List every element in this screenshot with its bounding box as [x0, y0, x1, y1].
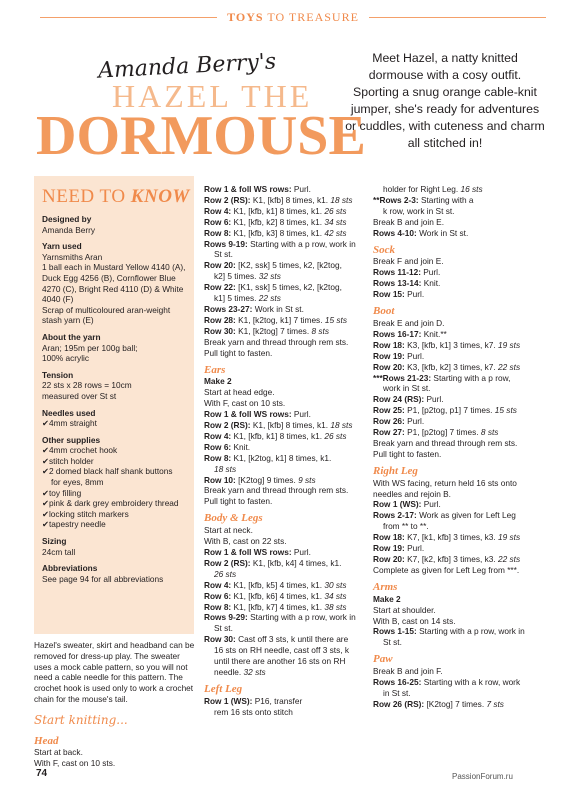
- text-line: 100% acrylic: [42, 353, 90, 364]
- text-line: k row, work in St st.: [383, 205, 455, 216]
- pattern-row: Row 20: [K2, ssk] 5 times, k2, [k2tog,: [204, 260, 342, 271]
- pattern-row: Row 22: [K1, ssk] 5 times, k2, [k2tog,: [204, 282, 342, 293]
- pattern-row: ***Rows 21-23: Starting with a p row,: [373, 372, 511, 383]
- text-line: Break E and join D.: [373, 317, 445, 328]
- check-icon: ✔ stitch holder: [42, 456, 186, 467]
- text-line: 16 sts on RH needle, cast off 3 sts, k: [214, 645, 349, 656]
- pattern-row: Row 2 (RS): K1, [kfb, k4] 4 times, k1.: [204, 557, 342, 568]
- check-icon: ✔ 4mm crochet hook: [42, 445, 186, 456]
- head-line: Start at back.: [34, 747, 83, 758]
- pattern-row: Rows 11-12: Purl.: [373, 267, 441, 278]
- pattern-row: Row 6: K1, [kfb, k2] 8 times, k1. 34 sts: [204, 216, 347, 227]
- text-line: Break yarn and thread through rem sts.: [204, 485, 349, 496]
- text-line: work in St st.: [383, 383, 431, 394]
- abbreviations-section: [42, 563, 186, 584]
- sizing-section: [42, 536, 186, 557]
- pattern-row: Row 1 & foll WS rows: Purl.: [204, 409, 311, 420]
- column-3-pattern: [373, 184, 541, 710]
- text-line: With F, cast on 10 sts.: [204, 398, 286, 409]
- text-line: With WS facing, return held 16 sts onto: [373, 477, 517, 488]
- text-line: Aran; 195m per 100g ball;: [42, 342, 138, 353]
- left-leg-heading: Left Leg: [204, 682, 243, 695]
- pattern-row: Row 1 (WS): P16, transfer: [204, 695, 303, 706]
- pattern-row: Rows 9-19: Starting with a p row, work in: [204, 238, 356, 249]
- text-line: 22 sts x 28 rows = 10cm: [42, 380, 132, 391]
- text-line: stash yarn (E): [42, 315, 94, 326]
- right-leg-heading: Right Leg: [373, 464, 418, 477]
- watermark: PassionForum.ru: [452, 772, 513, 781]
- pattern-row: Row 8: K1, [k2tog, k1] 8 times, k1.: [204, 452, 332, 463]
- text-line: Sizing: [42, 536, 67, 547]
- text-line: 4040 (F): [42, 294, 74, 305]
- text-line: Abbreviations: [42, 563, 98, 574]
- text-line: in St st.: [383, 687, 411, 698]
- yarn-used-section: [42, 241, 186, 326]
- check-icon: ✔ 2 domed black half shank buttons: [42, 466, 186, 477]
- text-line: St st.: [214, 249, 233, 260]
- head-heading: Head: [34, 734, 59, 747]
- text-line: With B, cast on 22 sts.: [204, 536, 287, 547]
- text-line: About the yarn: [42, 331, 101, 342]
- pattern-row: Rows 13-14: Knit.: [373, 278, 441, 289]
- pattern-row: Rows 23-27: Work in St st.: [204, 303, 304, 314]
- text-line: Break B and join E.: [373, 216, 445, 227]
- text-line: Pull tight to fasten.: [373, 448, 442, 459]
- text-line: Yarn used: [42, 241, 82, 252]
- pattern-row: Row 28: K1, [k2tog, k1] 7 times. 15 sts: [204, 314, 347, 325]
- text-line: St st.: [214, 623, 233, 634]
- needles-section: [42, 408, 186, 429]
- pattern-row: Row 19: Purl.: [373, 543, 425, 554]
- text-line: Break yarn and thread through rem sts.: [204, 336, 349, 347]
- text-line: 4270 (C), Bright Red 4110 (D) & White: [42, 283, 184, 294]
- text-line: Make 2: [204, 376, 232, 387]
- text-line: Break F and join E.: [373, 256, 444, 267]
- pattern-row: Row 30: Cast off 3 sts, k until there are: [204, 634, 349, 645]
- author-script: Amanda Berry's: [97, 49, 277, 84]
- pattern-row: Row 18: K7, [k1, kfb] 3 times, k3. 19 sts: [373, 532, 521, 543]
- text-line: Break yarn and thread through rem sts.: [373, 437, 518, 448]
- ears-heading: Ears: [204, 363, 226, 376]
- pattern-row: Row 1 & foll WS rows: Purl.: [204, 547, 311, 557]
- text-line: Start at neck.: [204, 525, 253, 536]
- check-icon: ✔ pink & dark grey embroidery thread: [42, 498, 186, 509]
- text-line: Needles used: [42, 407, 96, 418]
- text-line: With B, cast on 14 sts.: [373, 615, 456, 626]
- text-line: rem 16 sts onto stitch: [214, 706, 293, 717]
- text-line: Pull tight to fasten.: [204, 496, 273, 507]
- text-line: for eyes, 8mm: [51, 477, 104, 488]
- check-icon: ✔ tapestry needle: [42, 519, 186, 530]
- text-line: Break B and join F.: [373, 666, 443, 677]
- text-line: 26 sts: [214, 568, 237, 579]
- text-line: measured over St st: [42, 390, 117, 401]
- text-line: 18 sts: [214, 463, 237, 474]
- column-2-pattern: [204, 184, 366, 718]
- title-line-1: HAZEL THE: [112, 78, 313, 114]
- about-yarn-section: [42, 332, 186, 364]
- pattern-row: Row 2 (RS): K1, [kfb] 8 times, k1. 18 sts: [204, 194, 353, 205]
- pattern-row: Row 6: K1, [kfb, k6] 4 times, k1. 34 sts: [204, 590, 347, 601]
- pattern-row: Row 24 (RS): Purl.: [373, 394, 444, 405]
- text-line: St st.: [383, 637, 402, 648]
- text-line: Start at head edge.: [204, 387, 275, 398]
- check-icon: ✔ 4mm straight: [42, 418, 186, 429]
- start-knitting-heading: Start knitting...: [34, 712, 128, 727]
- text-line: k1] 5 times. 22 sts: [214, 293, 281, 304]
- pattern-row: Row 26 (RS): [K2tog] 7 times. 7 sts: [373, 698, 504, 709]
- text-line: Designed by: [42, 214, 92, 224]
- need-to-know-box: [34, 176, 194, 634]
- need-to-know-title: NEED TO KNOW: [42, 186, 190, 207]
- pattern-row: Row 6: Knit.: [204, 441, 251, 452]
- other-supplies-section: [42, 435, 186, 530]
- text-line: needles and rejoin B.: [373, 488, 451, 499]
- pattern-row: Row 4: K1, [kfb, k1] 8 times, k1. 26 sts: [204, 205, 347, 216]
- section-banner: [40, 6, 546, 28]
- pattern-row: Row 27: P1, [p2tog] 7 times. 8 sts: [373, 427, 499, 438]
- pattern-row: Row 10: [K2tog] 9 times. 9 sts: [204, 474, 316, 485]
- banner-rule-left: [40, 17, 217, 18]
- banner-text: TOYS TO TREASURE: [227, 9, 359, 24]
- check-icon: ✔ locking stitch markers: [42, 509, 186, 520]
- text-line: Other supplies: [42, 434, 101, 445]
- text-line: Tension: [42, 369, 74, 380]
- text-line: from ** to **.: [383, 521, 429, 532]
- pattern-row: Row 4: K1, [kfb, k1] 8 times, k1. 26 sts: [204, 430, 347, 441]
- text-line: See page 94 for all abbreviations: [42, 573, 164, 584]
- text-line: Scrap of multicoloured aran-weight: [42, 304, 171, 315]
- text-line: until there are another 16 sts on RH: [214, 656, 346, 667]
- pattern-row: Row 25: P1, [p2tog, p1] 7 times. 15 sts: [373, 405, 517, 416]
- banner-rule-right: [369, 17, 546, 18]
- pattern-row: Row 30: K1, [k2tog] 7 times. 8 sts: [204, 325, 329, 336]
- column-1-text: [34, 640, 196, 769]
- check-icon: ✔ toy filling: [42, 488, 186, 499]
- pattern-row: Row 18: K3, [kfb, k1] 3 times, k7. 19 sts: [373, 339, 521, 350]
- text-line: Make 2: [373, 593, 401, 604]
- pattern-row: Row 4: K1, [kfb, k5] 4 times, k1. 30 sts: [204, 579, 347, 590]
- title-line-2: DORMOUSE: [36, 105, 366, 167]
- pattern-row: Row 15: Purl.: [373, 289, 425, 300]
- body-legs-heading: Body & Legs: [204, 512, 263, 525]
- text-line: Amanda Berry: [42, 224, 96, 235]
- text-line: Pull tight to fasten.: [204, 347, 273, 358]
- pattern-row: Row 1 (WS): Purl.: [373, 499, 441, 510]
- pattern-row: Rows 9-29: Starting with a p row, work in: [204, 612, 356, 623]
- text-line: k2] 5 times. 32 sts: [214, 271, 281, 282]
- sock-heading: Sock: [373, 243, 395, 256]
- pattern-row: **Rows 2-3: Starting with a: [373, 194, 474, 205]
- pattern-row: Row 8: K1, [kfb, k7] 4 times, k1. 38 sts: [204, 601, 347, 612]
- arms-heading: Arms: [373, 580, 398, 593]
- pattern-row: Rows 1-15: Starting with a p row, work in: [373, 626, 525, 637]
- pattern-row: Rows 4-10: Work in St st.: [373, 227, 469, 238]
- boot-heading: Boot: [373, 305, 395, 318]
- head-line: With F, cast on 10 sts.: [34, 758, 116, 769]
- pattern-row: Rows 16-25: Starting with a k row, work: [373, 677, 521, 688]
- pattern-row: Rows 16-17: Knit.**: [373, 328, 447, 339]
- text-line: needle. 32 sts: [214, 666, 266, 677]
- text-line: holder for Right Leg. 16 sts: [383, 184, 483, 194]
- pattern-row: Rows 2-17: Work as given for Left Leg: [373, 510, 516, 521]
- pattern-row: Row 2 (RS): K1, [kfb] 8 times, k1. 18 sts: [204, 420, 353, 431]
- designed-by-section: [42, 214, 186, 235]
- paw-heading: Paw: [373, 653, 393, 666]
- page-number: 74: [36, 768, 48, 779]
- pattern-row: Row 8: K1, [kfb, k3] 8 times, k1. 42 sts: [204, 227, 347, 238]
- text-line: Complete as given for Left Leg from ***.: [373, 564, 520, 575]
- pattern-row: Row 20: K3, [kfb, k2] 3 times, k7. 22 sts: [373, 361, 521, 372]
- text-line: Start at shoulder.: [373, 604, 436, 615]
- text-line: Yarnsmiths Aran: [42, 251, 103, 262]
- pattern-row: Row 20: K7, [k2, kfb] 3 times, k3. 22 sts: [373, 554, 521, 564]
- intro-text: Meet Hazel, a natty knitted dormouse with a cosy outfit. Sporting a snug orange cable-knit jumper, she's ready for adventures or cuddles, with cuteness and charm all stitched in!: [345, 51, 545, 150]
- tension-section: [42, 370, 186, 402]
- pattern-row: Row 1 & foll WS rows: Purl.: [204, 184, 311, 194]
- text-line: Duck Egg 4256 (B), Cornflower Blue: [42, 272, 176, 283]
- intro-paragraph: Hazel's sweater, skirt and headband can be removed for dress-up play. The sweater uses a mock cable pattern, so you will not need a cable needle for this pattern. The crochet hook is used only to work a crochet chain for the mouse's tail.: [34, 640, 195, 704]
- pattern-row: Row 19: Purl.: [373, 350, 425, 361]
- text-line: 24cm tall: [42, 546, 76, 557]
- pattern-row: Row 26: Purl.: [373, 416, 425, 427]
- text-line: 1 ball each in Mustard Yellow 4140 (A),: [42, 262, 186, 273]
